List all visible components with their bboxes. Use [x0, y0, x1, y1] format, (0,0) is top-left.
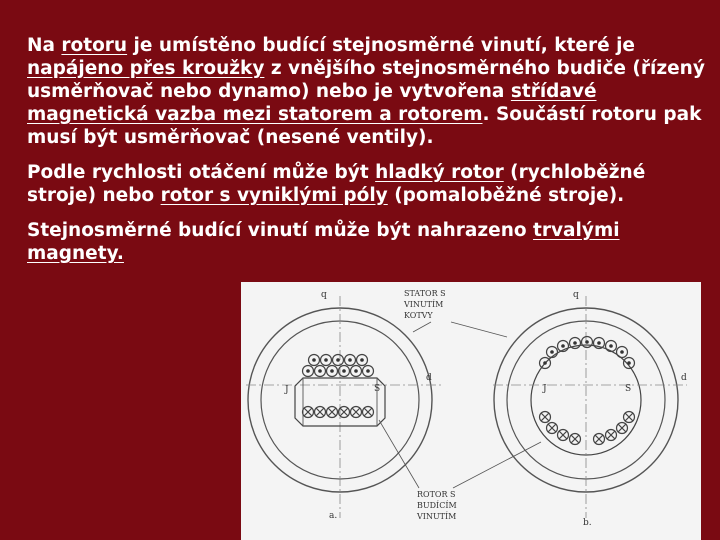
- paragraph-rotor-types: [27, 161, 707, 207]
- text-segment: . Součástí rotoru pak musí být usměrňovač (nesené ventily).: [27, 104, 702, 148]
- rotor-winding-upper: [540, 337, 635, 369]
- field-winding-bottom: [303, 407, 374, 418]
- underlined-term-rotor: rotoru: [61, 35, 128, 56]
- underlined-term-permanent-magnets: trvalými magnety.: [27, 220, 620, 264]
- text-segment: (pomaloběžné stroje).: [387, 185, 625, 206]
- pole-label-j-b: J: [543, 384, 547, 394]
- text-segment: Na: [27, 35, 62, 56]
- svg-text:VINUTÍM: VINUTÍM: [417, 512, 457, 521]
- field-winding-top: [303, 355, 374, 377]
- pole-label-s-b: S: [625, 384, 632, 394]
- svg-text:VINUTÍM: VINUTÍM: [404, 300, 444, 309]
- label-rotor: [379, 420, 541, 521]
- machine-b-smooth-rotor: [493, 290, 687, 528]
- slide-text: [27, 34, 707, 277]
- axis-label-d-b: d: [681, 373, 687, 383]
- paragraph-rotor-excitation: [27, 34, 707, 149]
- axis-label-d: d: [426, 373, 432, 383]
- machine-diagram: [241, 282, 701, 540]
- caption-a: a.: [329, 511, 338, 521]
- rotor-winding-lower: [540, 412, 635, 445]
- machine-a-salient-pole: [246, 290, 444, 521]
- text-segment: (rychloběžné stroje) nebo: [27, 162, 646, 206]
- text-segment: z vnějšího stejnosměrného budiče (řízený usměrňovač nebo dynamo) nebo je vytvořena: [27, 58, 705, 102]
- text-segment: Stejnosměrné budící vinutí může být nahrazeno: [27, 220, 534, 241]
- paragraph-permanent-magnets: [27, 219, 707, 265]
- text-segment: Podle rychlosti otáčení může být: [27, 162, 376, 183]
- underlined-term-slip-rings: napájeno přes kroužky: [27, 58, 265, 79]
- pole-label-s: S: [374, 384, 381, 394]
- text-segment: je umístěno budící stejnosměrné vinutí, které je: [127, 35, 635, 56]
- caption-b: b.: [583, 518, 592, 528]
- svg-text:ROTOR S: ROTOR S: [417, 490, 456, 499]
- machine-cross-section-figure: [241, 282, 701, 540]
- underlined-term-salient-pole-rotor: rotor s vyniklými póly: [160, 185, 388, 206]
- underlined-term-magnetic-coupling: střídavé magnetická vazba mezi statorem a rotorem: [27, 81, 597, 125]
- svg-text:KOTVY: KOTVY: [404, 311, 433, 320]
- axis-label-q: q: [321, 290, 327, 300]
- axis-label-q-b: q: [573, 290, 579, 300]
- underlined-term-smooth-rotor: hladký rotor: [375, 162, 504, 183]
- label-stator: [403, 289, 507, 337]
- pole-label-j: J: [285, 385, 289, 395]
- svg-text:STATOR S: STATOR S: [404, 289, 446, 298]
- svg-text:BUDÍCÍM: BUDÍCÍM: [417, 501, 457, 510]
